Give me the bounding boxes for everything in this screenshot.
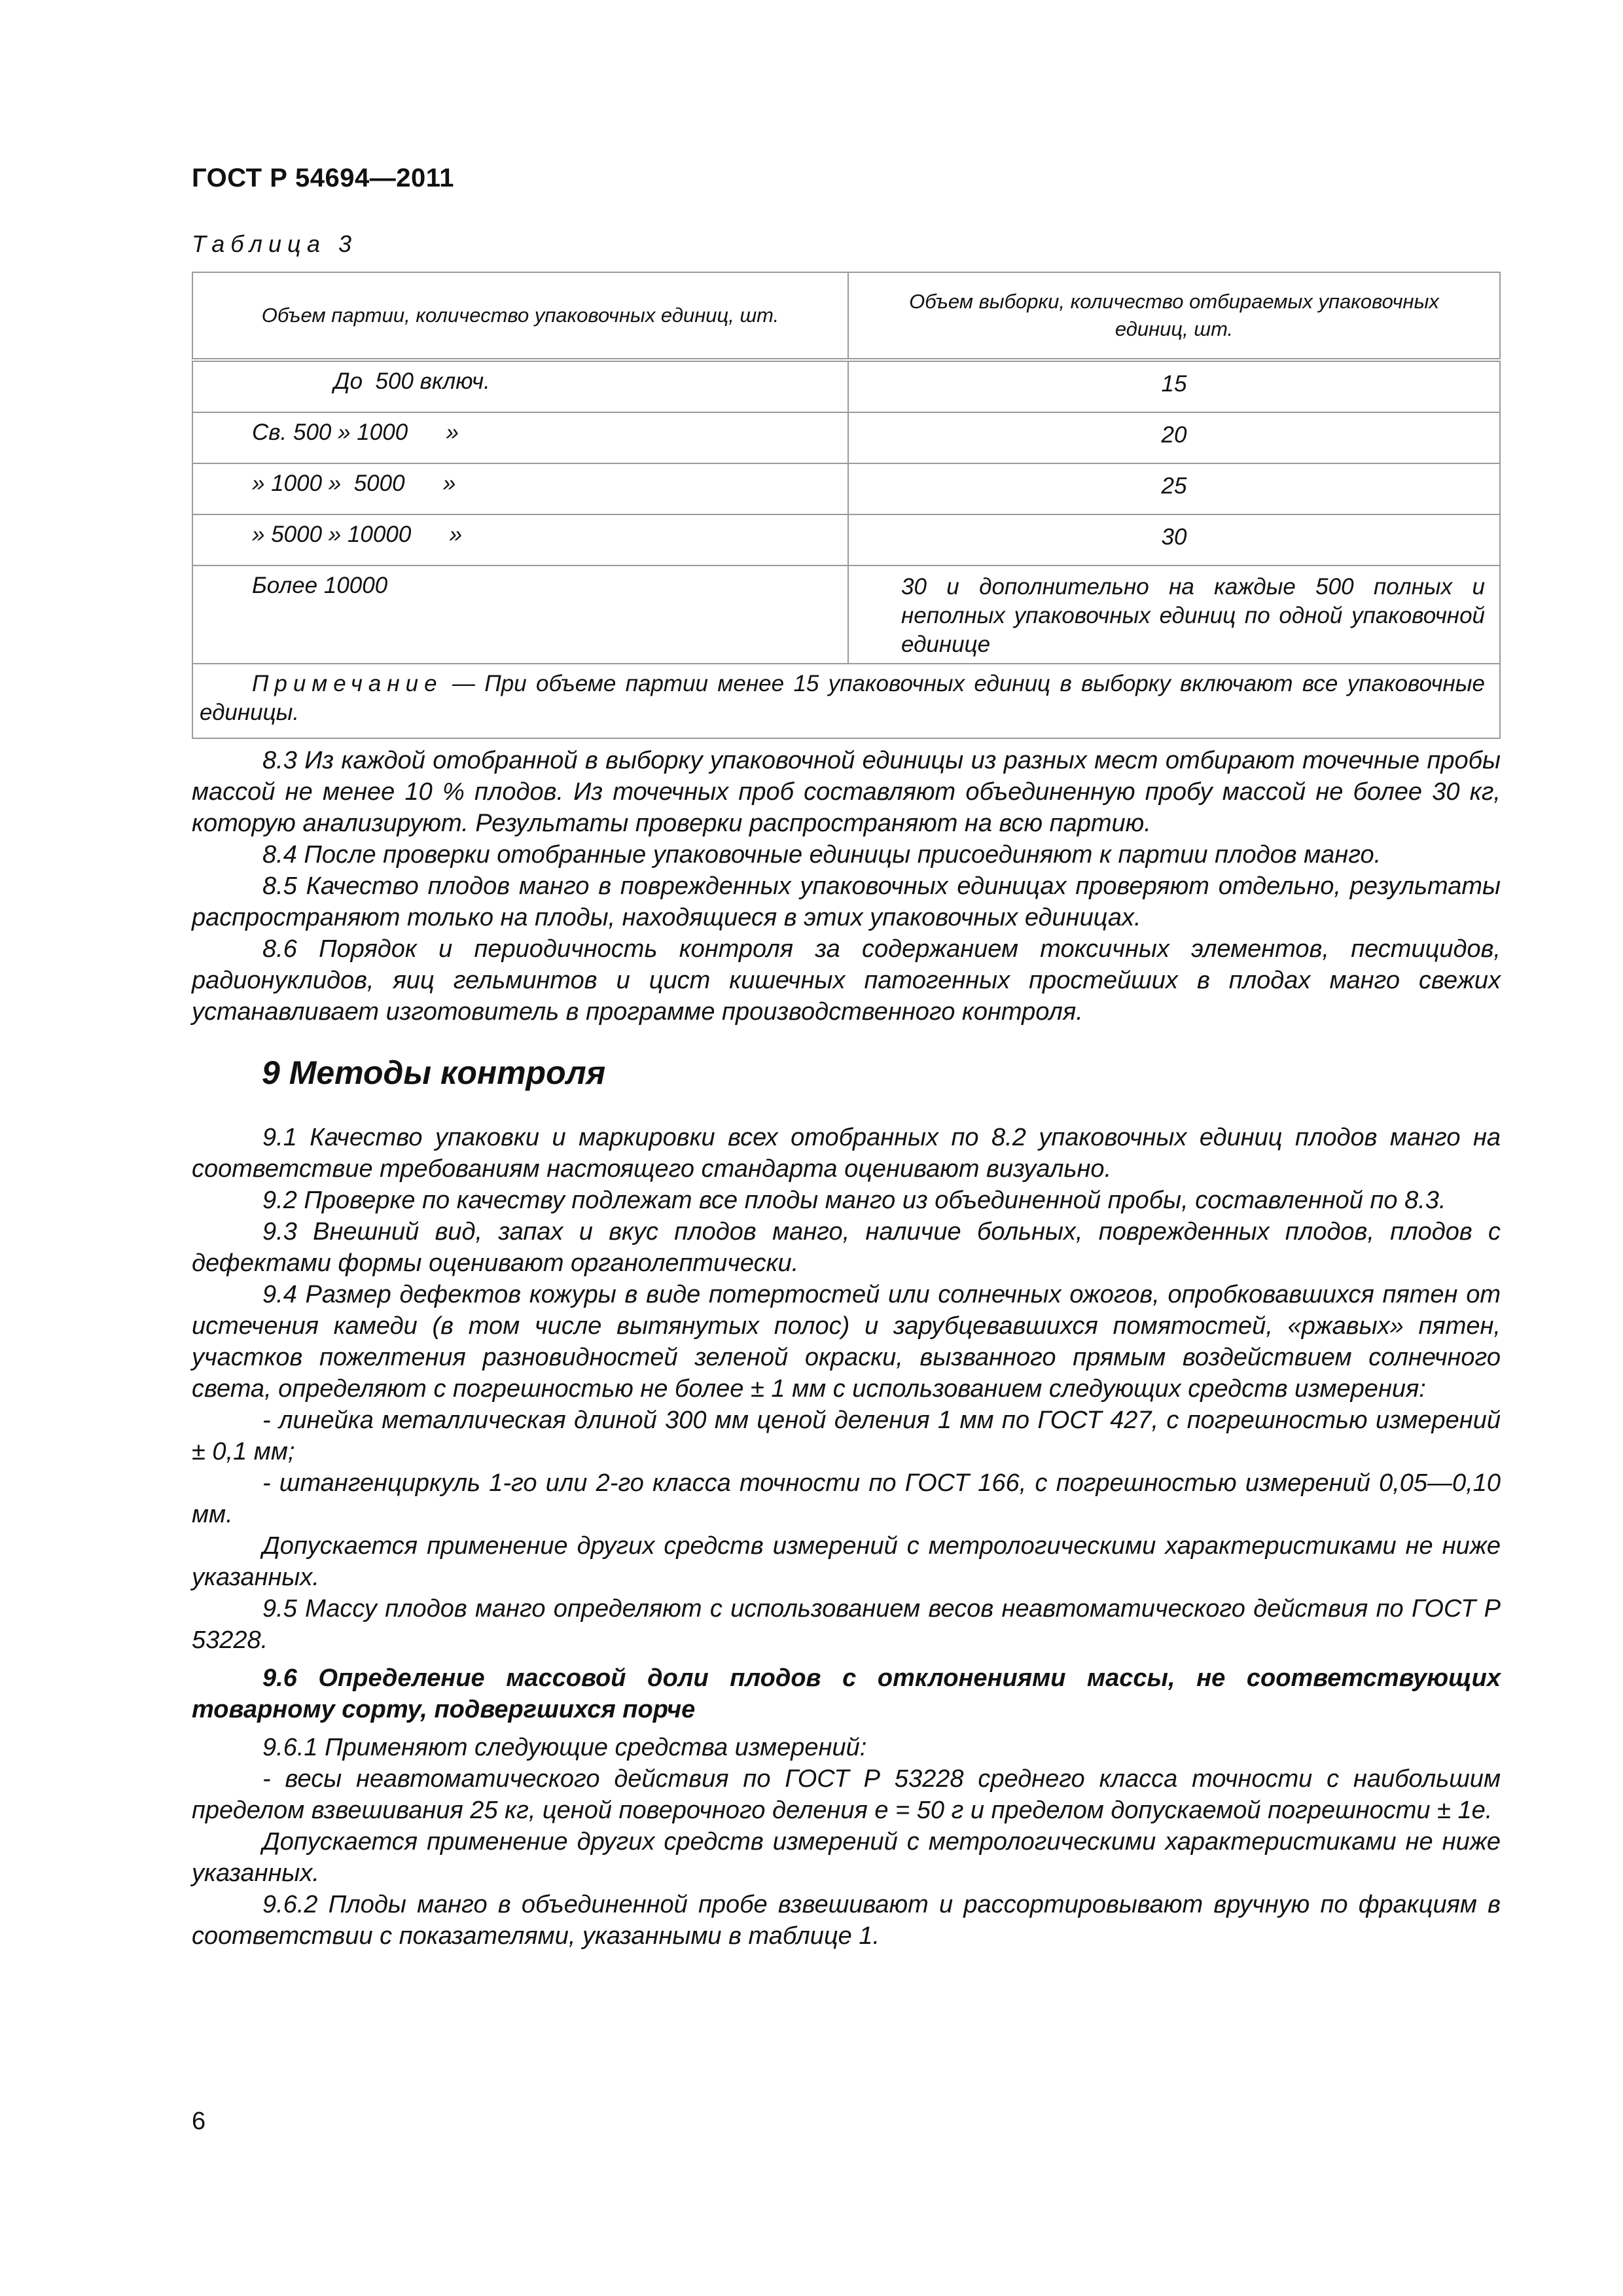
table-caption: Таблица 3 [192,230,358,257]
section-9-text [192,1122,1501,1952]
paragraph-9-6-1-other-instruments: Допускается применение других средств измерений с метрологическими характеристиками не ниже указанных. [192,1828,1501,1887]
sample-size-cell: 30 [848,514,1500,565]
paragraph-9-6-2: 9.6.2 Плоды манго в объединенной пробе взвешивают и рассортировывают вручную по фракциям в соответствии с показателями, указанными в таблице 1. [192,1891,1501,1950]
paragraph-9-3: 9.3 Внешний вид, запах и вкус плодов манго, наличие больных, поврежденных плодов, плодов с дефектами формы оценивают органолептически. [192,1218,1501,1277]
paragraph-8-5: 8.5 Качество плодов манго в поврежденных упаковочных единицах проверяют отдельно, результаты распространяют только на плоды, находящиеся в этих упаковочных единицах. [192,872,1501,931]
note-text: — При объеме партии менее 15 упаковочных единиц в выборку включают все упаковочные единицы. [200,671,1485,725]
sample-size-cell: 20 [848,412,1500,463]
table-header-row [192,272,1500,360]
sample-size-cell: 25 [848,463,1500,514]
paragraph-8-6: 8.6 Порядок и периодичность контроля за содержанием токсичных элементов, пестицидов, радионуклидов, яиц гельминтов и цист кишечных патогенных простейших в плодах манго свежих устанавливает изготовитель в программе производственного контроля. [192,935,1501,1026]
table-note [192,664,1500,738]
lot-size-cell: » 1000 » 5000 » [192,463,848,514]
section-8-text [192,745,1501,1028]
lot-size-cell: Св. 500 » 1000 » [192,412,848,463]
paragraph-9-1: 9.1 Качество упаковки и маркировки всех отобранных по 8.2 упаковочных единиц плодов манго на соответствие требованиям настоящего стандарта оценивают визуально. [192,1124,1501,1183]
table-row [192,514,1500,565]
page-number: 6 [192,2108,206,2135]
paragraph-9-5: 9.5 Массу плодов манго определяют с использованием весов неавтоматического действия по ГОСТ Р 53228. [192,1595,1501,1654]
lot-size-cell: Более 10000 [192,565,848,664]
subsection-9-6-heading: 9.6 Определение массовой доли плодов с отклонениями массы, не соответствующих товарному сорту, подвергшихся порче [192,1664,1501,1723]
lot-size-cell: До 500 включ. [192,360,848,412]
table-row [192,463,1500,514]
paragraph-8-4: 8.4 После проверки отобранные упаковочные единицы присоединяют к партии плодов манго. [262,841,1382,869]
note-label: Примечание [252,671,443,696]
sample-size-cell: 30 и дополнительно на каждые 500 полных и неполных упаковочных единиц по одной упаковочной единице [848,565,1500,664]
document-id-header: ГОСТ Р 54694—2011 [192,164,454,192]
paragraph-9-4-caliper: - штангенциркуль 1-го или 2-го класса точности по ГОСТ 166, с погрешностью измерений 0,05—0,10 мм. [192,1469,1501,1528]
column-header-lot-size: Объем партии, количество упаковочных единиц, шт. [192,272,848,360]
lot-size-cell: » 5000 » 10000 » [192,514,848,565]
section-9-heading: 9 Методы контроля [262,1054,606,1091]
table-row [192,412,1500,463]
table-row [192,360,1500,412]
paragraph-8-3: 8.3 Из каждой отобранной в выборку упаковочной единицы из разных мест отбирают точечные пробы массой не менее 10 % плодов. Из точечных проб составляют объединенную пробу массой не более 30 кг, которую анализируют. Результаты проверки распространяют на всю партию. [192,747,1501,837]
table-note-row [192,664,1500,738]
paragraph-9-6-1: 9.6.1 Применяют следующие средства измерений: [262,1734,867,1761]
table-row [192,565,1500,664]
paragraph-9-4-other-instruments: Допускается применение других средств измерений с метрологическими характеристиками не ниже указанных. [192,1532,1501,1591]
paragraph-9-4: 9.4 Размер дефектов кожуры в виде потертостей или солнечных ожогов, опробковавшихся пятен от истечения камеди (в том числе вытянутых полос) и зарубцевавшихся помятостей, «ржавых» пятен, участков пожелтения разновидностей зеленой окраски, вызванного прямым воздействием солнечного света, определяют с погрешностью не более ± 1 мм с использованием следующих средств измерения: [192,1281,1501,1403]
sample-size-cell: 15 [848,360,1500,412]
sampling-table [192,272,1501,739]
column-header-sample-size: Объем выборки, количество отбираемых упаковочных единиц, шт. [848,272,1500,360]
paragraph-9-2: 9.2 Проверке по качеству подлежат все плоды манго из объединенной пробы, составленной по 8.3. [262,1187,1446,1214]
paragraph-9-4-ruler: - линейка металлическая длиной 300 мм ценой деления 1 мм по ГОСТ 427, с погрешностью измерений ± 0,1 мм; [192,1407,1501,1465]
paragraph-9-6-1-scales: - весы неавтоматического действия по ГОСТ Р 53228 среднего класса точности с наибольшим пределом взвешивания 25 кг, ценой поверочного деления e = 50 г и пределом допускаемой погрешности ± 1e. [192,1765,1501,1824]
